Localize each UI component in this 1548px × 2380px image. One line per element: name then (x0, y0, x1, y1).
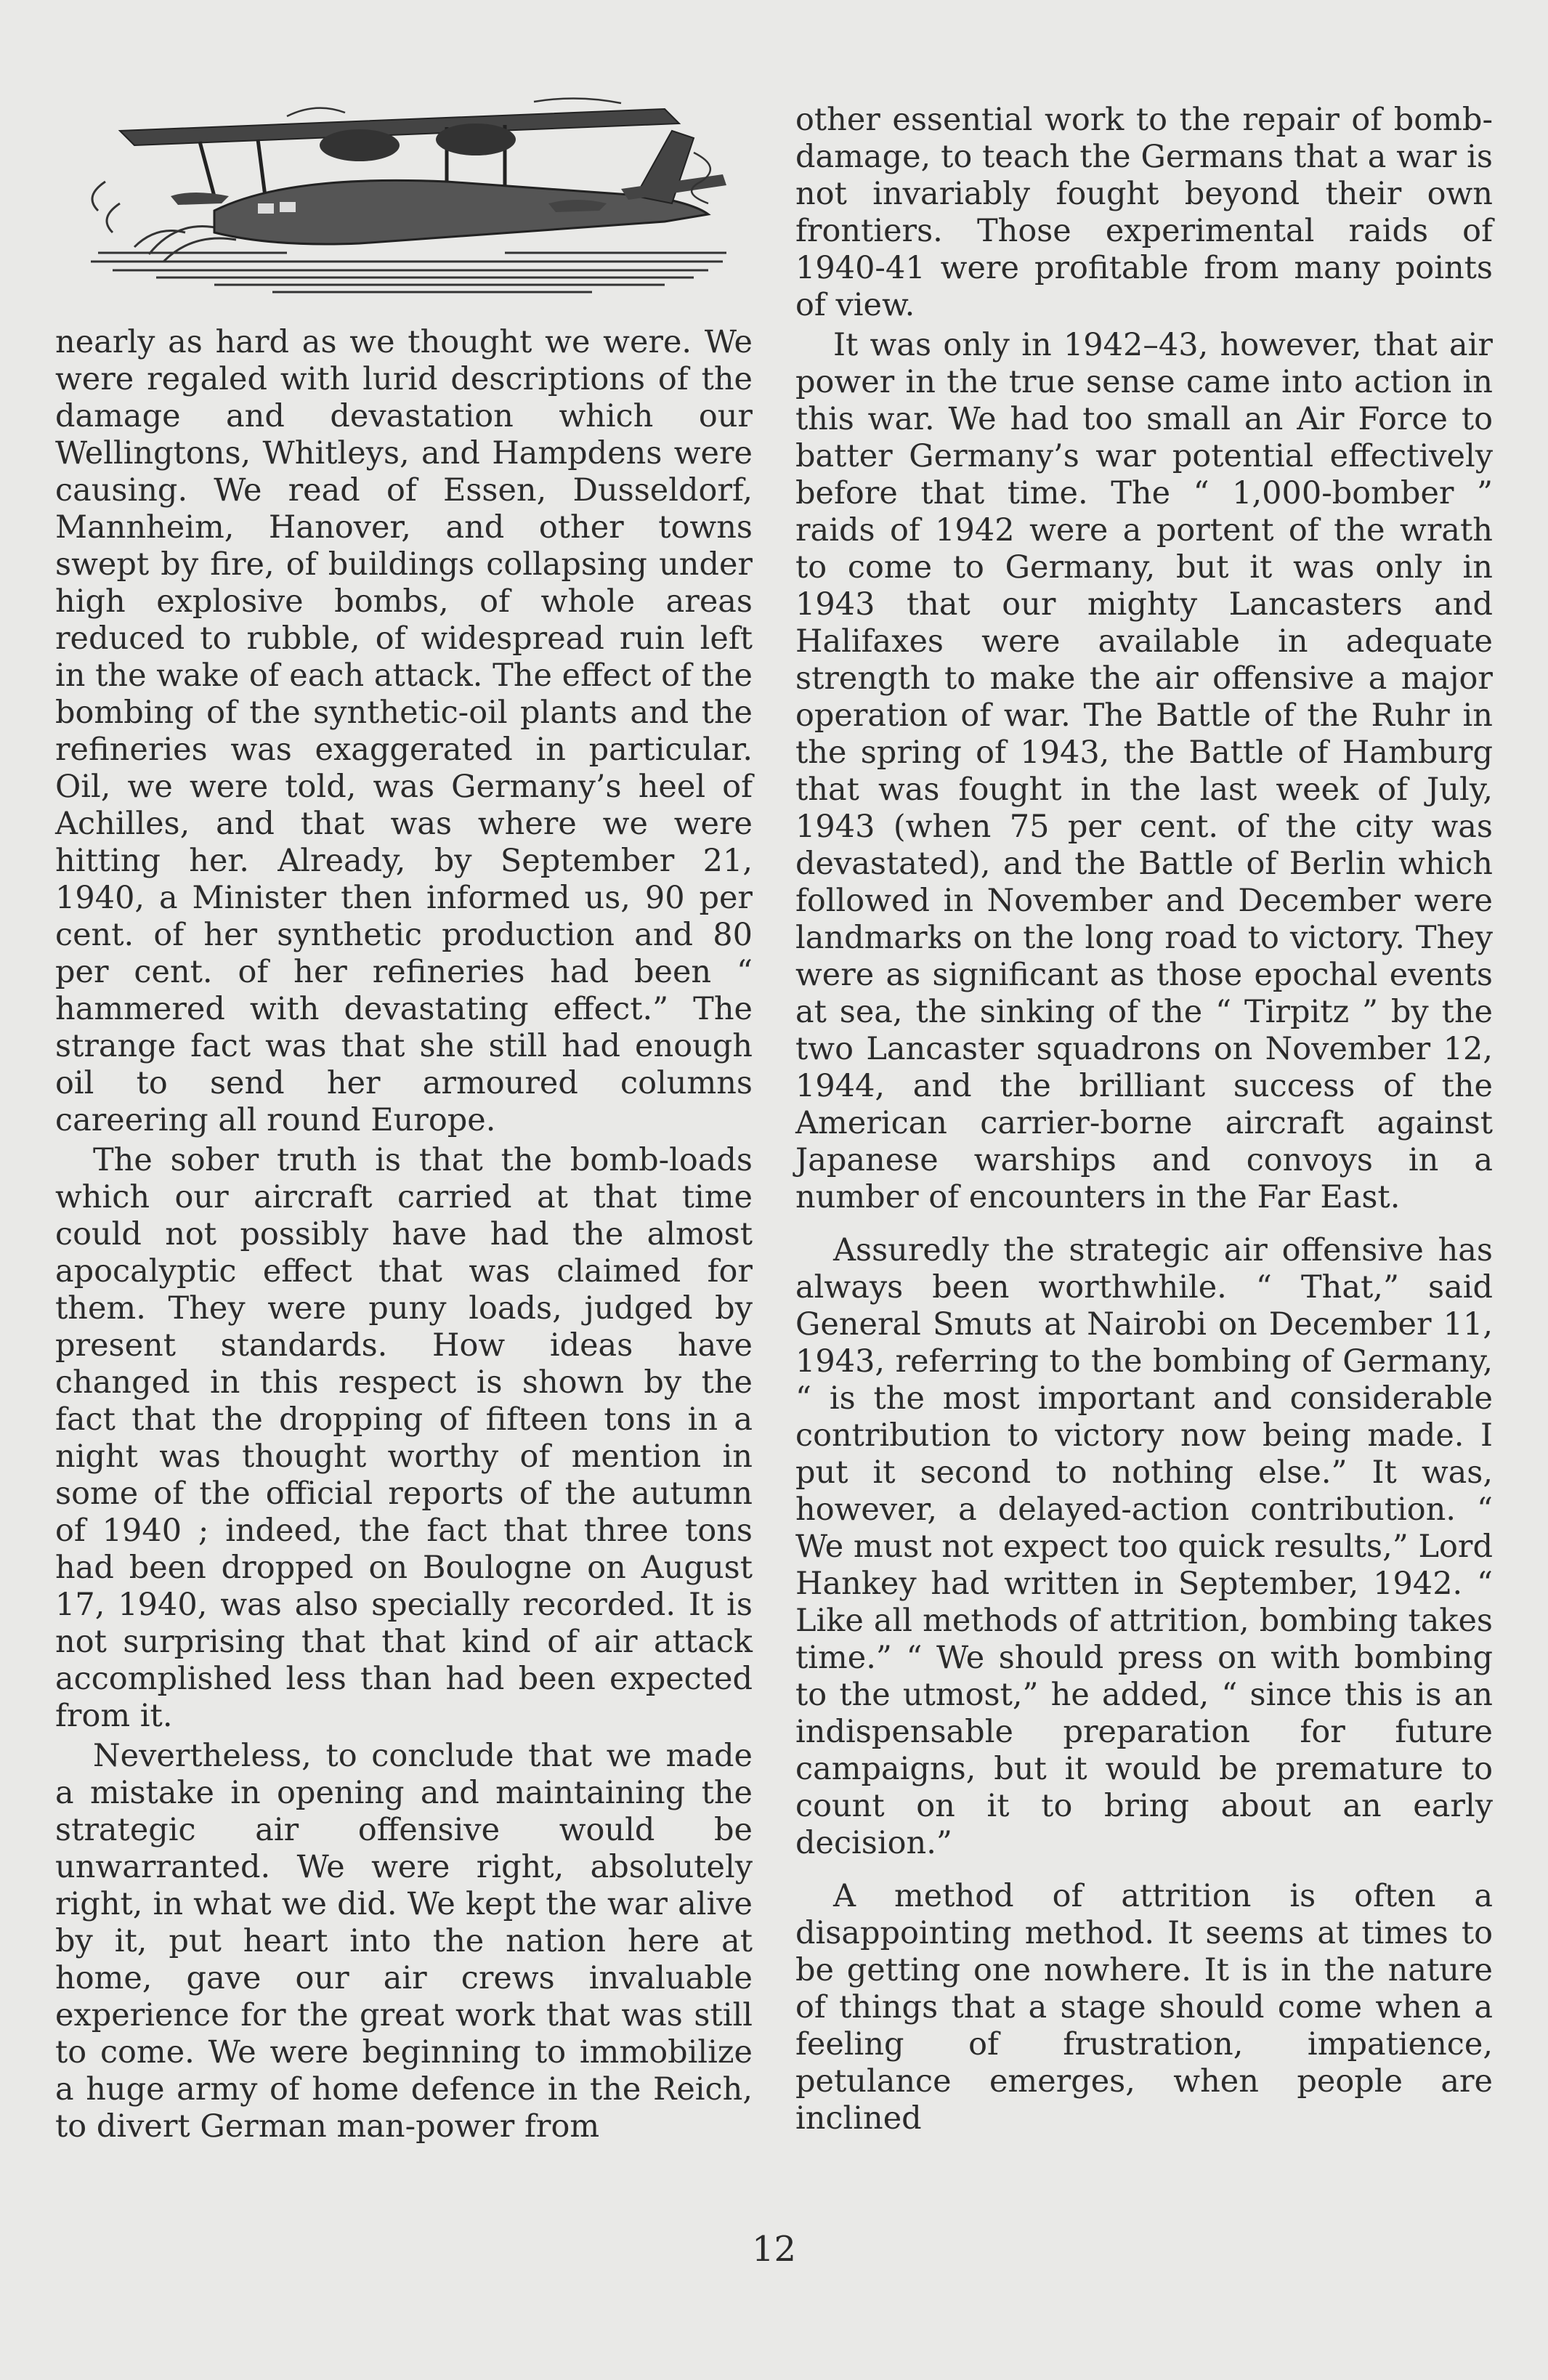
paragraph: Assuredly the strategic air offensive has always been worthwhile. “ That,” said General Smuts at Nairobi on December 11, 1943, referring to the bombing of Germany, “ is the most important and considerable contribution to victory now being made. I put it second to nothing else.” It was, however, a delayed-action contribution. “ We must not expect too quick results,” Lord Hankey had written in September, 1942. “ Like all methods of attrition, bombing takes time.” “ We should press on with bombing to the utmost,” he added, “ since this is an indispensable preparation for future campaigns, but it would be premature to count on it to bring about an early decision.” (795, 1232, 1493, 1861)
paragraph: The sober truth is that the bomb-loads which our aircraft carried at that time could not possibly have had the almost apocalyptic effect that was claimed for them. They were puny loads, judged by present standards. How ideas have changed in this respect is shown by the fact that the dropping of fifteen tons in a night was thought worthy of mention in some of the official reports of the autumn of 1940 ; indeed, the fact that three tons had been dropped on Boulogne on August 17, 1940, was also specially recorded. It is not surprising that that kind of air attack accomplished less than had been expected from it. (55, 1142, 753, 1734)
right-column (795, 102, 1493, 2140)
paragraph: nearly as hard as we thought we were. We were regaled with lurid descriptions of the damage and devastation which our Wellingtons, Whitleys, and Hampdens were causing. We read of Essen, Dusseldorf, Mannheim, Hanover, and other towns swept by fire, of buildings collapsing under high explosive bombs, of whole areas reduced to rubble, of widespread ruin left in the wake of each attack. The effect of the bombing of the synthetic-oil plants and the refineries was exaggerated in particular. Oil, we were told, was Germany’s heel of Achilles, and that was where we were hitting her. Already, by September 21, 1940, a Minister then informed us, 90 per cent. of her synthetic production and 80 per cent. of her refineries had been “ hammered with devastating effect.” The strange fact was that she still had enough oil to send her armoured columns careering all round Europe. (55, 324, 753, 1138)
paragraph: It was only in 1942–43, however, that air power in the true sense came into action in this war. We had too small an Air Force to batter Germany’s war potential effectively before that time. The “ 1,000-bomber ” raids of 1942 were a portent of the wrath to come to Germany, but it was only in 1943 that our mighty Lancasters and Halifaxes were available in adequate strength to make the air offensive a major operation of war. The Battle of the Ruhr in the spring of 1943, the Battle of Hamburg that was fought in the last week of July, 1943 (when 75 per cent. of the city was devastated), and the Battle of Berlin which followed in November and December were landmarks on the long road to victory. They were as significant as those epochal events at sea, the sinking of the “ Tirpitz ” by the two Lancaster squadrons on November 12, 1944, and the brilliant success of the American carrier-borne aircraft against Japanese warships and convoys in a number of encounters in the Far East. (795, 327, 1493, 1215)
paragraph: other essential work to the repair of bomb-damage, to teach the Germans that a war is not invariably fought beyond their own frontiers. Those experimental raids of 1940-41 were profitable from many points of view. (795, 102, 1493, 323)
paragraph: Nevertheless, to conclude that we made a mistake in opening and maintaining the strategic air offensive would be unwarranted. We were right, absolutely right, in what we did. We kept the war alive by it, put heart into the nation here at home, gave our air crews invaluable experience for the great work that was still to come. We were beginning to immobilize a huge army of home defence in the Reich, to divert German man-power from (55, 1738, 753, 2145)
left-column (55, 324, 753, 2148)
seaplane-illustration-icon (69, 87, 745, 298)
page-number: 12 (751, 2229, 797, 2270)
paragraph: A method of attrition is often a disappointing method. It seems at times to be getting one nowhere. It is in the nature of things that a stage should come when a feeling of frustration, impatience, petulance emerges, when people are inclined (795, 1878, 1493, 2137)
